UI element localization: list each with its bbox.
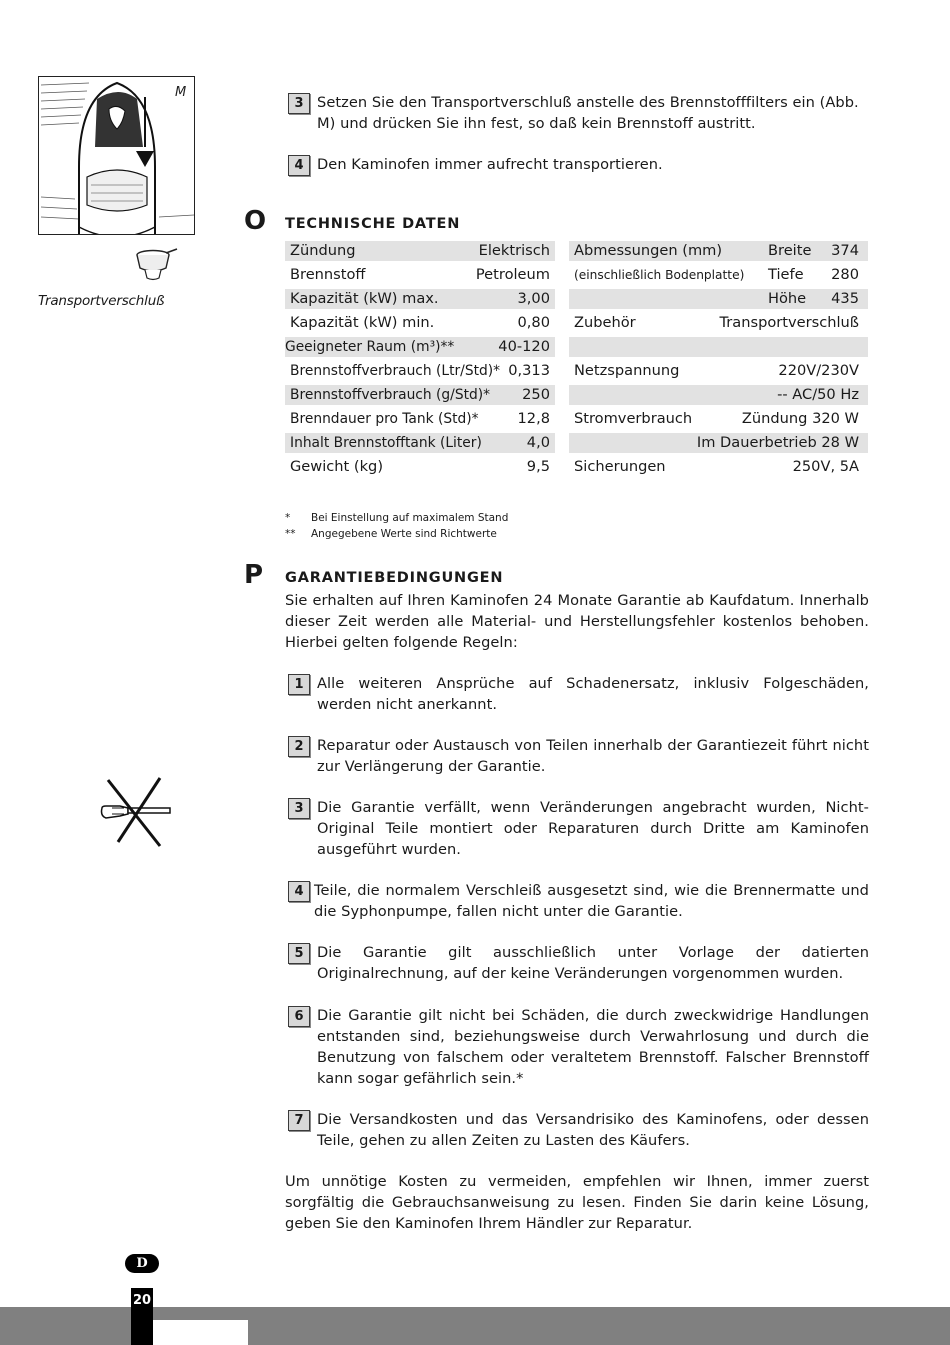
footnote-mark: ** (285, 528, 296, 540)
tech-row (285, 241, 555, 261)
tech-label: Brennstoff (290, 266, 366, 283)
rule-number: 6 (288, 1006, 310, 1027)
rule-text: Teile, die normalem Verschleiß ausgesetzt sind, wie die Brennermatte und die Syphonpumpe, fallen nicht unter die Garantie. (314, 882, 869, 920)
tech-row (285, 313, 555, 333)
tech-value: 0,313 (508, 362, 550, 379)
no-screwdriver-icon (98, 776, 174, 848)
tech-value: Petroleum (475, 266, 550, 283)
tech-value: Elektrisch (478, 242, 550, 259)
page-number-tab (131, 1288, 153, 1345)
step-text: Setzen Sie den Transportverschluß anstelle des Brennstofffilters ein (Abb. M) und drücken Sie ihn fest, so daß kein Brennstoff austritt. (317, 94, 859, 132)
rule-number: 3 (288, 798, 310, 819)
tech-label: Brennstoffverbrauch (g/Std)* (290, 387, 491, 403)
tech-value: Im Dauerbetrieb 28 W (696, 434, 859, 451)
tech-label: Zündung (290, 242, 356, 259)
step-number: 4 (288, 155, 310, 176)
tech-value: 9,5 (526, 458, 550, 475)
rule-text: Alle weiteren Ansprüche auf Schadenersatz, inklusiv Folgeschäden, werden nicht anerkannt. (317, 675, 869, 713)
section-letter: O (244, 206, 267, 236)
tech-label: Geeigneter Raum (m³)** (285, 339, 455, 355)
tech-row (285, 385, 555, 405)
tech-value: 0,80 (517, 314, 550, 331)
section-letter: P (244, 560, 264, 590)
rule-number: 7 (288, 1110, 310, 1131)
page-number: 20 (132, 1293, 152, 1308)
tech-row (285, 289, 555, 309)
tech-value: 250 (522, 386, 550, 403)
tech-row (569, 361, 868, 381)
footnote (285, 510, 585, 526)
tech-row (569, 241, 868, 261)
tech-value: Zündung 320 W (741, 410, 859, 427)
tech-row (285, 337, 555, 357)
tech-row (569, 385, 868, 405)
tech-row (569, 409, 868, 429)
tech-row (569, 313, 868, 333)
tech-label: Kapazität (kW) min. (290, 314, 435, 331)
tech-value: -- AC/50 Hz (777, 386, 859, 403)
tech-value: 3,00 (517, 290, 550, 307)
fuel-filter-drawing (39, 77, 195, 235)
tech-label: Abmessungen (mm) (574, 242, 723, 259)
rule-number: 4 (288, 881, 310, 902)
tech-row (285, 409, 555, 429)
tech-sublabel: Höhe (768, 290, 807, 307)
tech-row (285, 265, 555, 285)
tech-row (285, 433, 555, 453)
footnote-mark: * (285, 512, 291, 524)
tech-label: (einschließlich Bodenplatte) (574, 268, 745, 282)
transport-cap-icon (133, 246, 179, 282)
rule-text: Die Garantie verfällt, wenn Veränderungen angebracht wurden, Nicht-Original Teile montiert oder Reparaturen durch Dritte am Kaminofen ausgeführt wurden. (317, 799, 869, 858)
tech-label: Zubehör (574, 314, 636, 331)
tech-label: Gewicht (kg) (290, 458, 384, 475)
tech-label: Inhalt Brennstofftank (Liter) (290, 435, 482, 451)
section-title: GARANTIEBEDINGUNGEN (285, 570, 504, 586)
tech-value: 12,8 (517, 410, 550, 427)
figure-m (38, 76, 195, 235)
tech-value: 250V, 5A (792, 458, 859, 475)
tech-value: 220V/230V (778, 362, 859, 379)
tech-value: 40-120 (498, 338, 550, 355)
section-title: TECHNISCHE DATEN (285, 216, 461, 232)
tech-row (569, 457, 868, 477)
tech-row (569, 433, 868, 453)
tech-row (285, 361, 555, 381)
tech-label: Brennstoffverbrauch (Ltr/Std)* (290, 363, 501, 379)
footnote-text: Angegebene Werte sind Richtwerte (311, 528, 497, 540)
rule-text: Die Garantie gilt nicht bei Schäden, die durch zweckwidrige Handlungen entstanden sind, beziehungsweise durch Verwahrlosung und durch die Benutzung von falschem oder veraltetem Brennstoff. Falscher Brennstoff kann sogar gefährlich sein.* (317, 1007, 869, 1087)
rule-number: 1 (288, 674, 310, 695)
tech-value: Transportverschluß (719, 314, 859, 331)
tech-label: Stromverbrauch (574, 410, 693, 427)
language-code: D (136, 1256, 148, 1271)
tech-label: Brenndauer pro Tank (Std)* (290, 411, 479, 427)
footnote-text: Bei Einstellung auf maximalem Stand (311, 512, 509, 524)
tech-label: Netzspannung (574, 362, 680, 379)
tech-value: 435 (831, 290, 859, 307)
tech-row (569, 289, 868, 309)
tech-value: 280 (831, 266, 859, 283)
rule-text: Die Garantie gilt ausschließlich unter Vorlage der datierten Originalrechnung, auf der keine Veränderungen vorgenommen wurden. (317, 944, 869, 982)
footer-white-strip (153, 1320, 248, 1345)
language-badge (125, 1254, 159, 1273)
tech-row (569, 265, 868, 285)
rule-text: Reparatur oder Austausch von Teilen innerhalb der Garantiezeit führt nicht zur Verlängerung der Garantie. (317, 737, 869, 775)
warranty-intro: Sie erhalten auf Ihren Kaminofen 24 Monate Garantie ab Kaufdatum. Innerhalb dieser Zeit werden alle Material- und Herstellungsfehler kostenlos behoben. Hierbei gelten folgende Regeln: (285, 592, 869, 651)
rule-number: 2 (288, 736, 310, 757)
figure-m-caption: Transportverschluß (38, 293, 165, 309)
figure-m-label: M (175, 85, 187, 100)
step-text: Den Kaminofen immer aufrecht transportieren. (317, 156, 663, 173)
step-number: 3 (288, 93, 310, 114)
warranty-outro: Um unnötige Kosten zu vermeiden, empfehlen wir Ihnen, immer zuerst sorgfältig die Gebrauchsanweisung zu lesen. Finden Sie darin keine Lösung, geben Sie den Kaminofen Ihrem Händler zur Reparatur. (285, 1173, 869, 1232)
tech-row-empty (569, 337, 868, 357)
tech-sublabel: Breite (768, 242, 812, 259)
tech-value: 374 (831, 242, 859, 259)
rule-text: Die Versandkosten und das Versandrisiko des Kaminofens, oder dessen Teile, gehen zu allen Zeiten zu Lasten des Käufers. (317, 1111, 869, 1149)
tech-label: Sicherungen (574, 458, 666, 475)
tech-row (285, 457, 555, 477)
rule-number: 5 (288, 943, 310, 964)
tech-sublabel: Tiefe (768, 266, 804, 283)
footnote (285, 526, 585, 542)
tech-label: Kapazität (kW) max. (290, 290, 439, 307)
tech-value: 4,0 (526, 434, 550, 451)
